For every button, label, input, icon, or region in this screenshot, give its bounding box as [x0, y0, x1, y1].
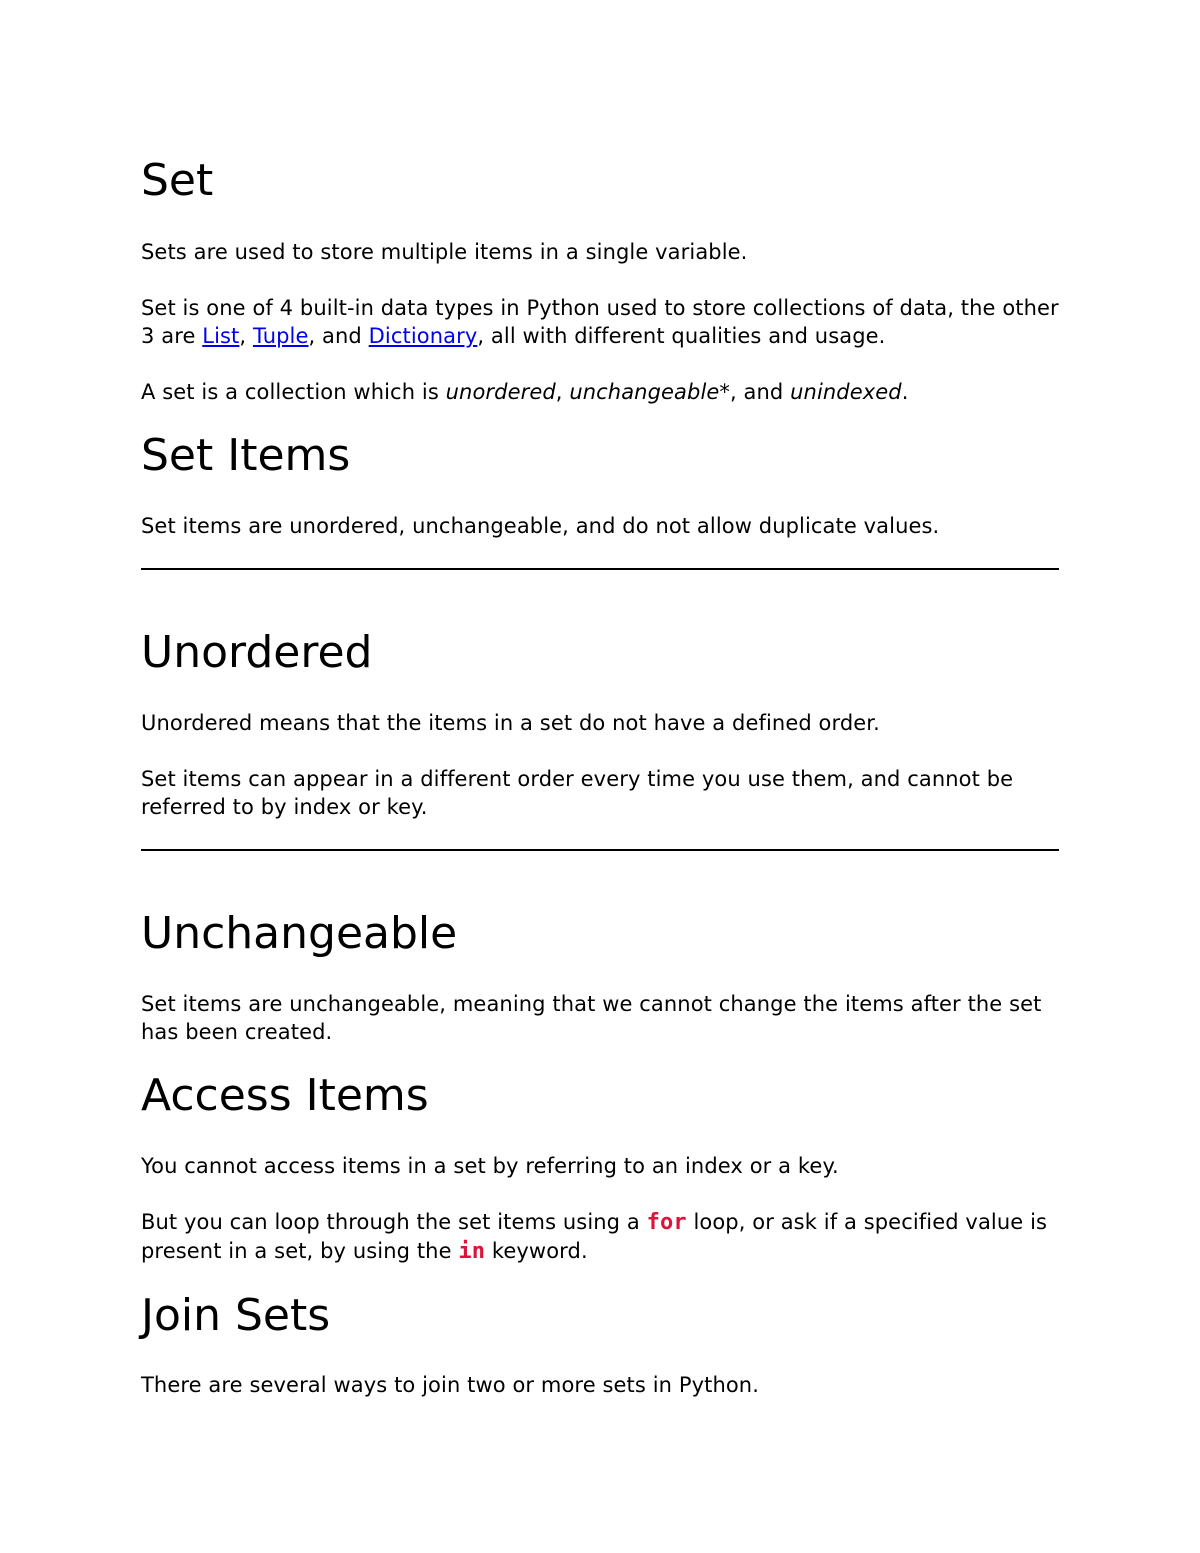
heading-set-items: Set Items — [141, 430, 351, 481]
text-span: A set is a collection which is — [141, 380, 446, 404]
text-span: , all with different qualities and usage. — [477, 324, 886, 348]
text-span: , — [555, 380, 570, 404]
paragraph-unordered-1: Unordered means that the items in a set do not have a defined order. — [141, 711, 880, 735]
text-span: But you can loop through the set items using a — [141, 1210, 647, 1234]
text-span: , and — [308, 324, 369, 348]
paragraph-access-2 — [141, 1208, 1059, 1266]
paragraph-set-collection — [141, 378, 1059, 406]
emphasis-unordered: unordered — [445, 380, 556, 404]
paragraph-join-sets: There are several ways to join two or more sets in Python. — [141, 1373, 759, 1397]
heading-join-sets: Join Sets — [141, 1290, 331, 1341]
code-in: in — [458, 1239, 486, 1264]
paragraph-access-1: You cannot access items in a set by referring to an index or a key. — [141, 1154, 839, 1178]
paragraph-set-items: Set items are unordered, unchangeable, and do not allow duplicate values. — [141, 514, 940, 538]
paragraph-set-intro: Sets are used to store multiple items in a single variable. — [141, 240, 748, 264]
heading-access-items: Access Items — [141, 1070, 429, 1121]
emphasis-unindexed: unindexed — [790, 380, 902, 404]
divider — [141, 568, 1059, 570]
text-span: , and — [730, 380, 791, 404]
link-dictionary[interactable]: Dictionary — [368, 324, 478, 348]
paragraph-unchangeable: Set items are unchangeable, meaning that we cannot change the items after the set has been created. — [141, 992, 1042, 1044]
document-content — [141, 152, 1059, 1399]
text-span: keyword. — [485, 1239, 588, 1263]
paragraph-unordered-2: Set items can appear in a different order every time you use them, and cannot be referred to by index or key. — [141, 767, 1014, 819]
emphasis-unchangeable: unchangeable* — [569, 380, 730, 404]
text-span: , — [239, 324, 253, 348]
text-span: . — [901, 380, 909, 404]
link-list[interactable]: List — [202, 324, 240, 348]
paragraph-set-types — [141, 294, 1059, 350]
text-span: loop, or ask if a specified value is present in a set, by using the — [141, 1210, 1048, 1263]
link-tuple[interactable]: Tuple — [252, 324, 309, 348]
code-for: for — [646, 1210, 687, 1235]
heading-unordered: Unordered — [141, 627, 373, 678]
heading-set: Set — [141, 155, 214, 206]
divider — [141, 849, 1059, 851]
text-span: Set is one of 4 built-in data types in Python used to store collections of data, the other 3 are — [141, 296, 1059, 348]
heading-unchangeable: Unchangeable — [141, 908, 458, 959]
